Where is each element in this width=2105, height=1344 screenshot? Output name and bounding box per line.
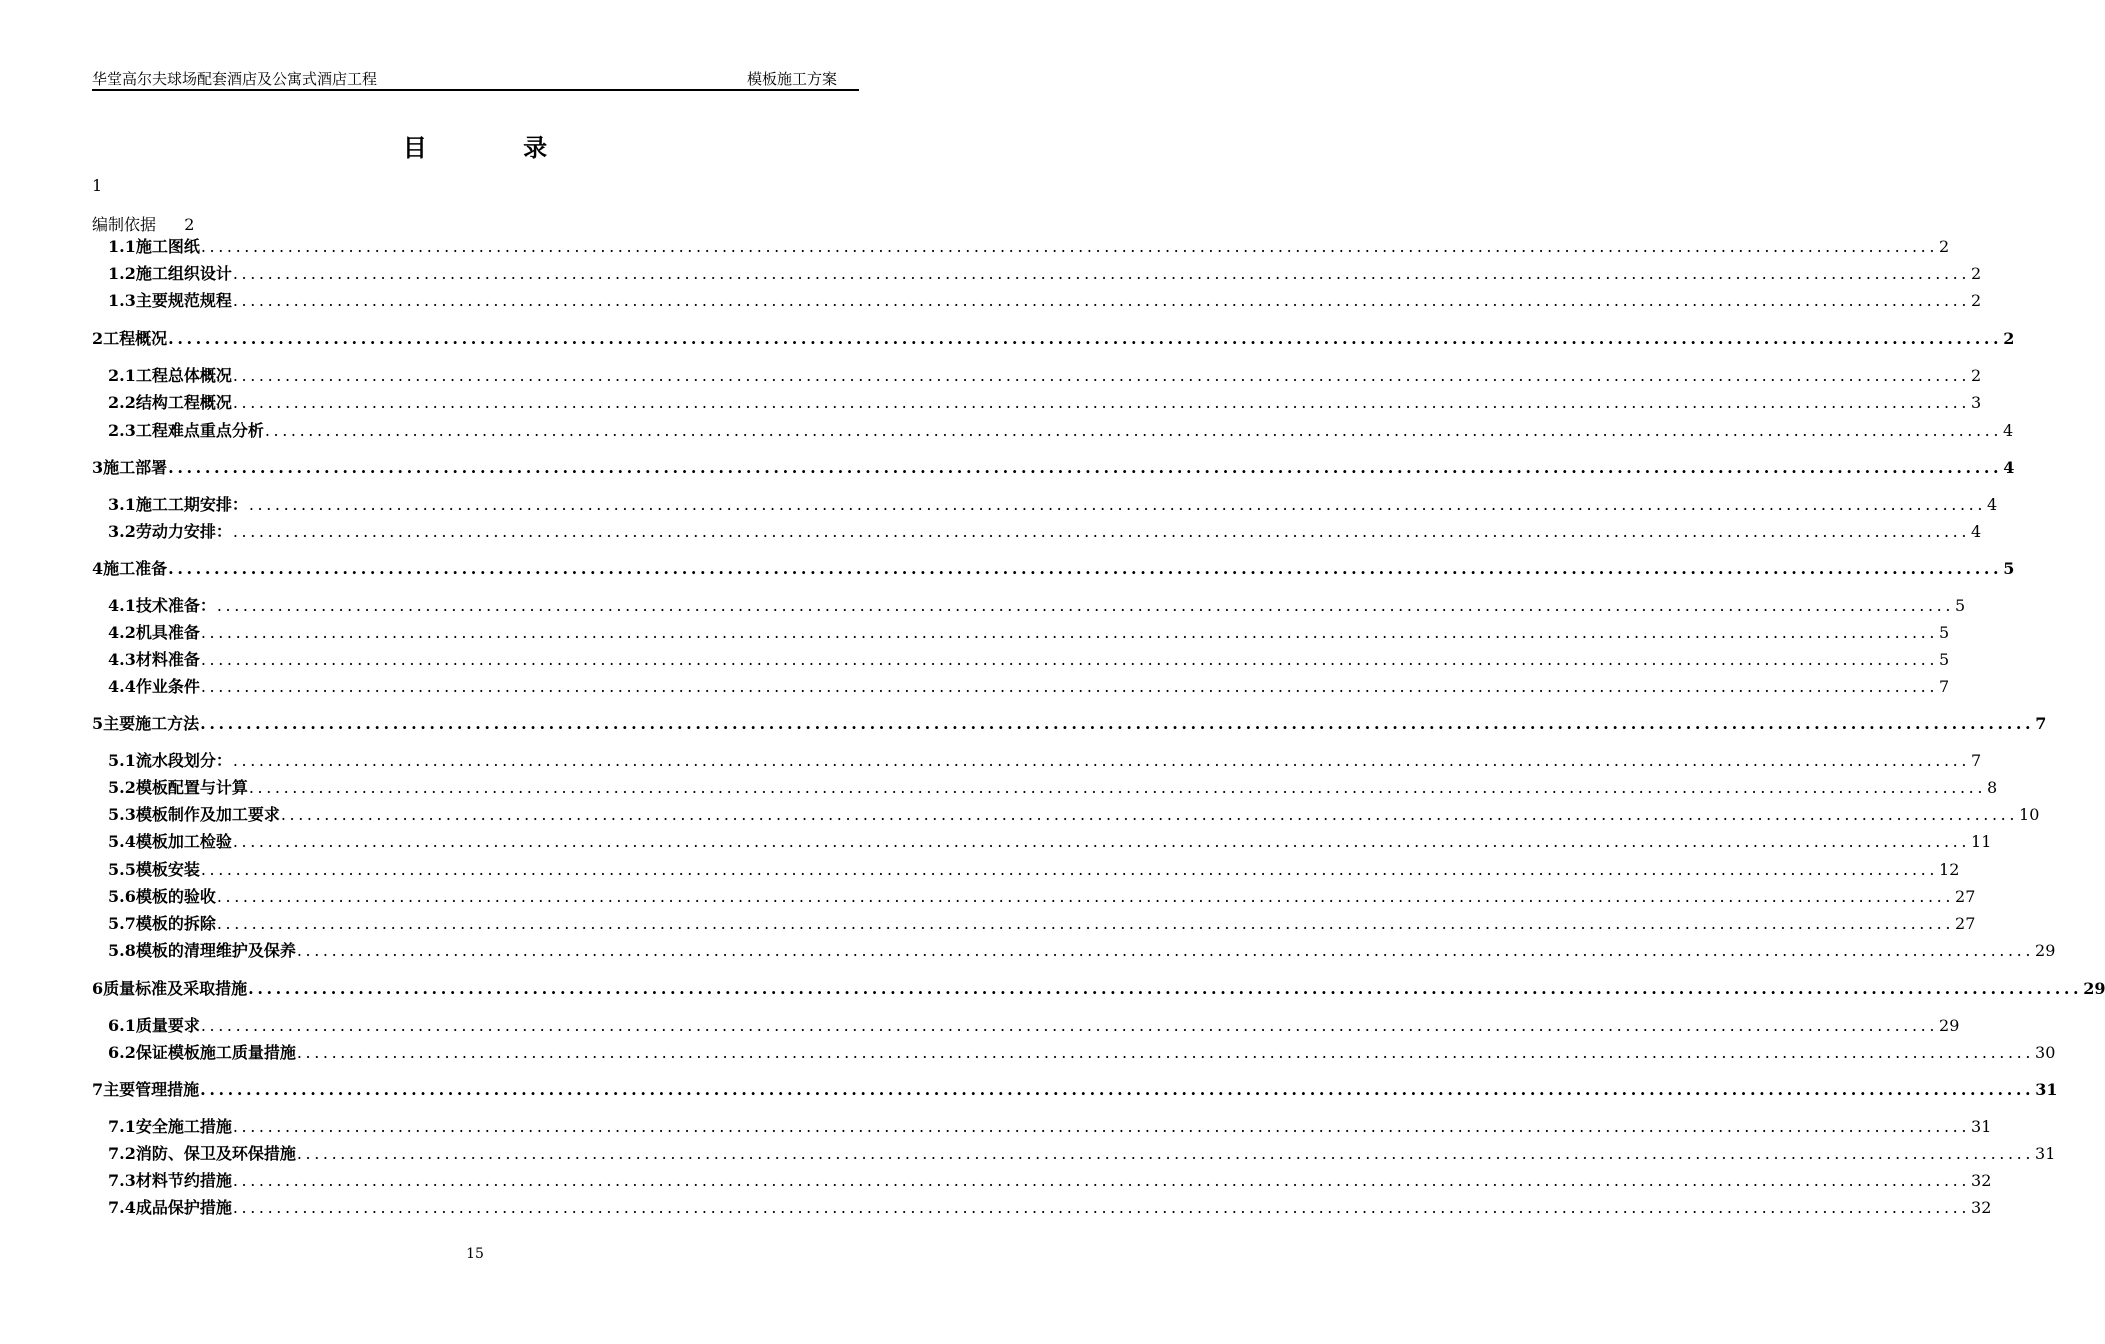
toc-entry-number: 5.1 — [108, 751, 136, 770]
toc-entry-number: 5.4 — [108, 832, 136, 851]
toc-entry-page: 10 — [2019, 805, 2040, 824]
toc-entry-page: 5 — [2003, 559, 2015, 578]
toc-entry[interactable] — [108, 829, 1992, 852]
toc-entry-page: 4 — [1987, 495, 1998, 514]
toc-entry[interactable] — [92, 711, 2047, 734]
toc-entry-number: 5.8 — [108, 941, 136, 960]
toc-entry-page: 2 — [2003, 329, 2015, 348]
toc-entry[interactable] — [108, 492, 1998, 515]
toc-leader-dots: ........................................................................................................................................................................................................ — [232, 1198, 1971, 1217]
toc-leader-dots: ........................................................................................................................................................................................................ — [216, 914, 1955, 933]
toc-entry-page: 31 — [1971, 1117, 1992, 1136]
toc-entry-number: 2.1 — [108, 366, 136, 385]
header-document-title: 模板施工方案 — [746, 70, 837, 88]
toc-entry[interactable] — [108, 775, 1998, 798]
toc-loose-text: 编制依据 — [92, 215, 157, 234]
toc-entry-page: 8 — [1987, 778, 1998, 797]
toc-leader-dots: ........................................................................................................................................................................................................ — [168, 458, 2003, 477]
toc-leader-dots: ........................................................................................................................................................................................................ — [232, 832, 1971, 851]
toc-entry[interactable] — [108, 363, 1982, 386]
toc-entry-page: 30 — [2035, 1043, 2056, 1062]
toc-leader-dots: ........................................................................................................................................................................................................ — [232, 366, 1971, 385]
toc-entry-page: 5 — [1955, 596, 1966, 615]
toc-entry-title: 劳动力安排： — [135, 522, 232, 541]
toc-entry-number: 4.1 — [108, 596, 136, 615]
toc-leader-dots: ........................................................................................................................................................................................................ — [168, 559, 2003, 578]
toc-leader-dots: ........................................................................................................................................................................................................ — [168, 329, 2003, 348]
toc-entry-number: 5.2 — [108, 778, 136, 797]
toc-entry-page: 31 — [2035, 1080, 2058, 1099]
toc-entry-number: 1.1 — [108, 237, 136, 256]
toc-entry-number: 5.3 — [108, 805, 136, 824]
toc-entry[interactable] — [108, 1013, 1960, 1036]
toc-entry-number: 1.2 — [108, 264, 136, 283]
toc-loose-page: 2 — [184, 215, 195, 234]
toc-entry-page: 2 — [1971, 366, 1982, 385]
toc-loose-number: 1 — [92, 176, 103, 195]
page-number: 15 — [466, 1246, 484, 1262]
toc-entry[interactable] — [108, 647, 1950, 670]
toc-entry[interactable] — [108, 1141, 2056, 1164]
toc-entry-number: 7 — [92, 1080, 104, 1099]
toc-leader-dots: ........................................................................................................................................................................................................ — [232, 291, 1971, 310]
toc-entry-number: 4 — [92, 559, 104, 578]
toc-entry-number: 6.2 — [108, 1043, 136, 1062]
toc-entry-page: 27 — [1955, 914, 1976, 933]
toc-entry-title: 作业条件 — [135, 677, 200, 696]
toc-entry-title: 主要施工方法 — [103, 714, 200, 733]
toc-leader-dots: ........................................................................................................................................................................................................ — [200, 1080, 2035, 1099]
toc-entry[interactable] — [92, 455, 2015, 478]
toc-entry[interactable] — [108, 857, 1960, 880]
toc-entry-title: 技术准备： — [135, 596, 216, 615]
toc-entry-number: 1.3 — [108, 291, 136, 310]
header-project-title: 华堂高尔夫球场配套酒店及公寓式酒店工程 — [92, 70, 378, 88]
toc-entry-page: 4 — [2003, 421, 2014, 440]
toc-entry-number: 7.1 — [108, 1117, 136, 1136]
toc-entry[interactable] — [92, 326, 2015, 349]
toc-entry-page: 4 — [2003, 458, 2015, 477]
toc-entry-title: 施工图纸 — [135, 237, 200, 256]
toc-leader-dots: ........................................................................................................................................................................................................ — [232, 1117, 1971, 1136]
toc-entry-title: 成品保护措施 — [135, 1198, 232, 1217]
toc-entry-title: 施工组织设计 — [135, 264, 232, 283]
toc-leader-dots: ........................................................................................................................................................................................................ — [248, 778, 1987, 797]
toc-entry-page: 12 — [1939, 860, 1960, 879]
toc-loose-entry — [92, 212, 194, 235]
toc-entry-number: 7.3 — [108, 1171, 136, 1190]
toc-entry-number: 3 — [92, 458, 104, 477]
toc-entry[interactable] — [108, 1195, 1992, 1218]
toc-entry[interactable] — [108, 802, 2040, 825]
toc-entry[interactable] — [108, 418, 2014, 441]
toc-entry-title: 安全施工措施 — [135, 1117, 232, 1136]
toc-entry-title: 主要规范规程 — [135, 291, 232, 310]
toc-entry-page: 2 — [1939, 237, 1950, 256]
toc-entry-title: 质量要求 — [135, 1016, 200, 1035]
toc-title: 目 录 — [402, 133, 592, 162]
toc-leader-dots: ........................................................................................................................................................................................................ — [200, 650, 1939, 669]
toc-leader-dots: ........................................................................................................................................................................................................ — [232, 393, 1971, 412]
toc-entry-title: 模板的拆除 — [135, 914, 216, 933]
toc-entry-number: 6.1 — [108, 1016, 136, 1035]
toc-entry-page: 32 — [1971, 1198, 1992, 1217]
toc-entry-number: 2.2 — [108, 393, 136, 412]
toc-entry[interactable] — [92, 556, 2015, 579]
toc-entry-page: 5 — [1939, 623, 1950, 642]
toc-entry-title: 机具准备 — [135, 623, 200, 642]
toc-entry-number: 4.2 — [108, 623, 136, 642]
toc-leader-dots: ........................................................................................................................................................................................................ — [232, 751, 1971, 770]
toc-entry-page: 2 — [1971, 291, 1982, 310]
toc-entry-title: 模板安装 — [135, 860, 200, 879]
toc-leader-dots: ........................................................................................................................................................................................................ — [264, 421, 2003, 440]
toc-entry-number: 5.6 — [108, 887, 136, 906]
toc-entry-page: 29 — [2083, 979, 2105, 998]
toc-entry-number: 7.2 — [108, 1144, 136, 1163]
toc-entry-title: 结构工程概况 — [135, 393, 232, 412]
toc-entry[interactable] — [108, 620, 1950, 643]
toc-entry-page: 4 — [1971, 522, 1982, 541]
toc-leader-dots: ........................................................................................................................................................................................................ — [248, 495, 1987, 514]
toc-leader-dots: ........................................................................................................................................................................................................ — [200, 237, 1939, 256]
toc-entry[interactable] — [108, 1114, 1992, 1137]
toc-entry[interactable] — [108, 1040, 2056, 1063]
toc-entry-title: 材料节约措施 — [135, 1171, 232, 1190]
toc-entry-page: 2 — [1971, 264, 1982, 283]
toc-entry-number: 7.4 — [108, 1198, 136, 1217]
toc-entry-page: 29 — [1939, 1016, 1960, 1035]
toc-entry[interactable] — [108, 288, 1982, 311]
toc-entry-page: 29 — [2035, 941, 2056, 960]
toc-entry-page: 11 — [1971, 832, 1992, 851]
toc-entry-page: 27 — [1955, 887, 1976, 906]
toc-entry-page: 7 — [1939, 677, 1950, 696]
toc-entry-title: 主要管理措施 — [103, 1080, 200, 1099]
toc-entry-title: 模板的验收 — [135, 887, 216, 906]
toc-leader-dots: ........................................................................................................................................................................................................ — [232, 522, 1971, 541]
toc-entry-title: 施工部署 — [103, 458, 168, 477]
toc-entry[interactable] — [108, 261, 1982, 284]
toc-leader-dots: ........................................................................................................................................................................................................ — [296, 1144, 2035, 1163]
toc-entry[interactable] — [108, 911, 1976, 934]
toc-entry-title: 材料准备 — [135, 650, 200, 669]
toc-entry[interactable] — [108, 390, 1982, 413]
toc-entry[interactable] — [108, 519, 1982, 542]
toc-entry-number: 2.3 — [108, 421, 136, 440]
toc-leader-dots: ........................................................................................................................................................................................................ — [200, 623, 1939, 642]
toc-entry-page: 31 — [2035, 1144, 2056, 1163]
toc-entry-title: 施工工期安排： — [135, 495, 248, 514]
toc-entry-page: 3 — [1971, 393, 1982, 412]
toc-leader-dots: ........................................................................................................................................................................................................ — [296, 1043, 2035, 1062]
toc-entry-page: 7 — [1971, 751, 1982, 770]
toc-entry[interactable] — [108, 234, 1950, 257]
toc-entry-title: 流水段划分： — [135, 751, 232, 770]
toc-leader-dots: ........................................................................................................................................................................................................ — [200, 677, 1939, 696]
toc-leader-dots: ........................................................................................................................................................................................................ — [216, 887, 1955, 906]
toc-entry-number: 2 — [92, 329, 104, 348]
toc-entry[interactable] — [108, 593, 1966, 616]
toc-entry-number: 3.1 — [108, 495, 136, 514]
toc-leader-dots: ........................................................................................................................................................................................................ — [200, 860, 1939, 879]
page-header — [92, 66, 859, 91]
toc-entry-title: 模板的清理维护及保养 — [135, 941, 296, 960]
toc-entry-title: 模板制作及加工要求 — [135, 805, 280, 824]
toc-leader-dots: ........................................................................................................................................................................................................ — [200, 714, 2035, 733]
toc-entry-page: 32 — [1971, 1171, 1992, 1190]
toc-entry-number: 3.2 — [108, 522, 136, 541]
toc-leader-dots: ........................................................................................................................................................................................................ — [248, 979, 2083, 998]
toc-entry-number: 6 — [92, 979, 104, 998]
toc-entry-title: 施工准备 — [103, 559, 168, 578]
toc-entry-title: 消防、保卫及环保措施 — [135, 1144, 296, 1163]
toc-entry[interactable] — [108, 884, 1976, 907]
toc-entry-title: 工程总体概况 — [135, 366, 232, 385]
toc-entry-page: 7 — [2035, 714, 2047, 733]
toc-entry[interactable] — [92, 976, 2105, 999]
toc-entry-title: 工程难点重点分析 — [135, 421, 264, 440]
toc-entry[interactable] — [108, 938, 2056, 961]
toc-leader-dots: ........................................................................................................................................................................................................ — [232, 264, 1971, 283]
toc-entry[interactable] — [108, 674, 1950, 697]
toc-entry-number: 4.4 — [108, 677, 136, 696]
toc-entry-number: 4.3 — [108, 650, 136, 669]
toc-entry[interactable] — [108, 748, 1982, 771]
toc-entry-title: 质量标准及采取措施 — [103, 979, 248, 998]
toc-entry[interactable] — [92, 1077, 2058, 1100]
toc-leader-dots: ........................................................................................................................................................................................................ — [216, 596, 1955, 615]
toc-entry-page: 5 — [1939, 650, 1950, 669]
toc-leader-dots: ........................................................................................................................................................................................................ — [296, 941, 2035, 960]
toc-entry-title: 模板加工检验 — [135, 832, 232, 851]
toc-entry-title: 模板配置与计算 — [135, 778, 248, 797]
toc-leader-dots: ........................................................................................................................................................................................................ — [232, 1171, 1971, 1190]
toc-leader-dots: ........................................................................................................................................................................................................ — [200, 1016, 1939, 1035]
toc-entry[interactable] — [108, 1168, 1992, 1191]
toc-entry-title: 工程概况 — [103, 329, 168, 348]
toc-leader-dots: ........................................................................................................................................................................................................ — [280, 805, 2019, 824]
toc-entry-title: 保证模板施工质量措施 — [135, 1043, 296, 1062]
toc-entry-number: 5 — [92, 714, 104, 733]
toc-entry-number: 5.7 — [108, 914, 136, 933]
toc-entry-number: 5.5 — [108, 860, 136, 879]
